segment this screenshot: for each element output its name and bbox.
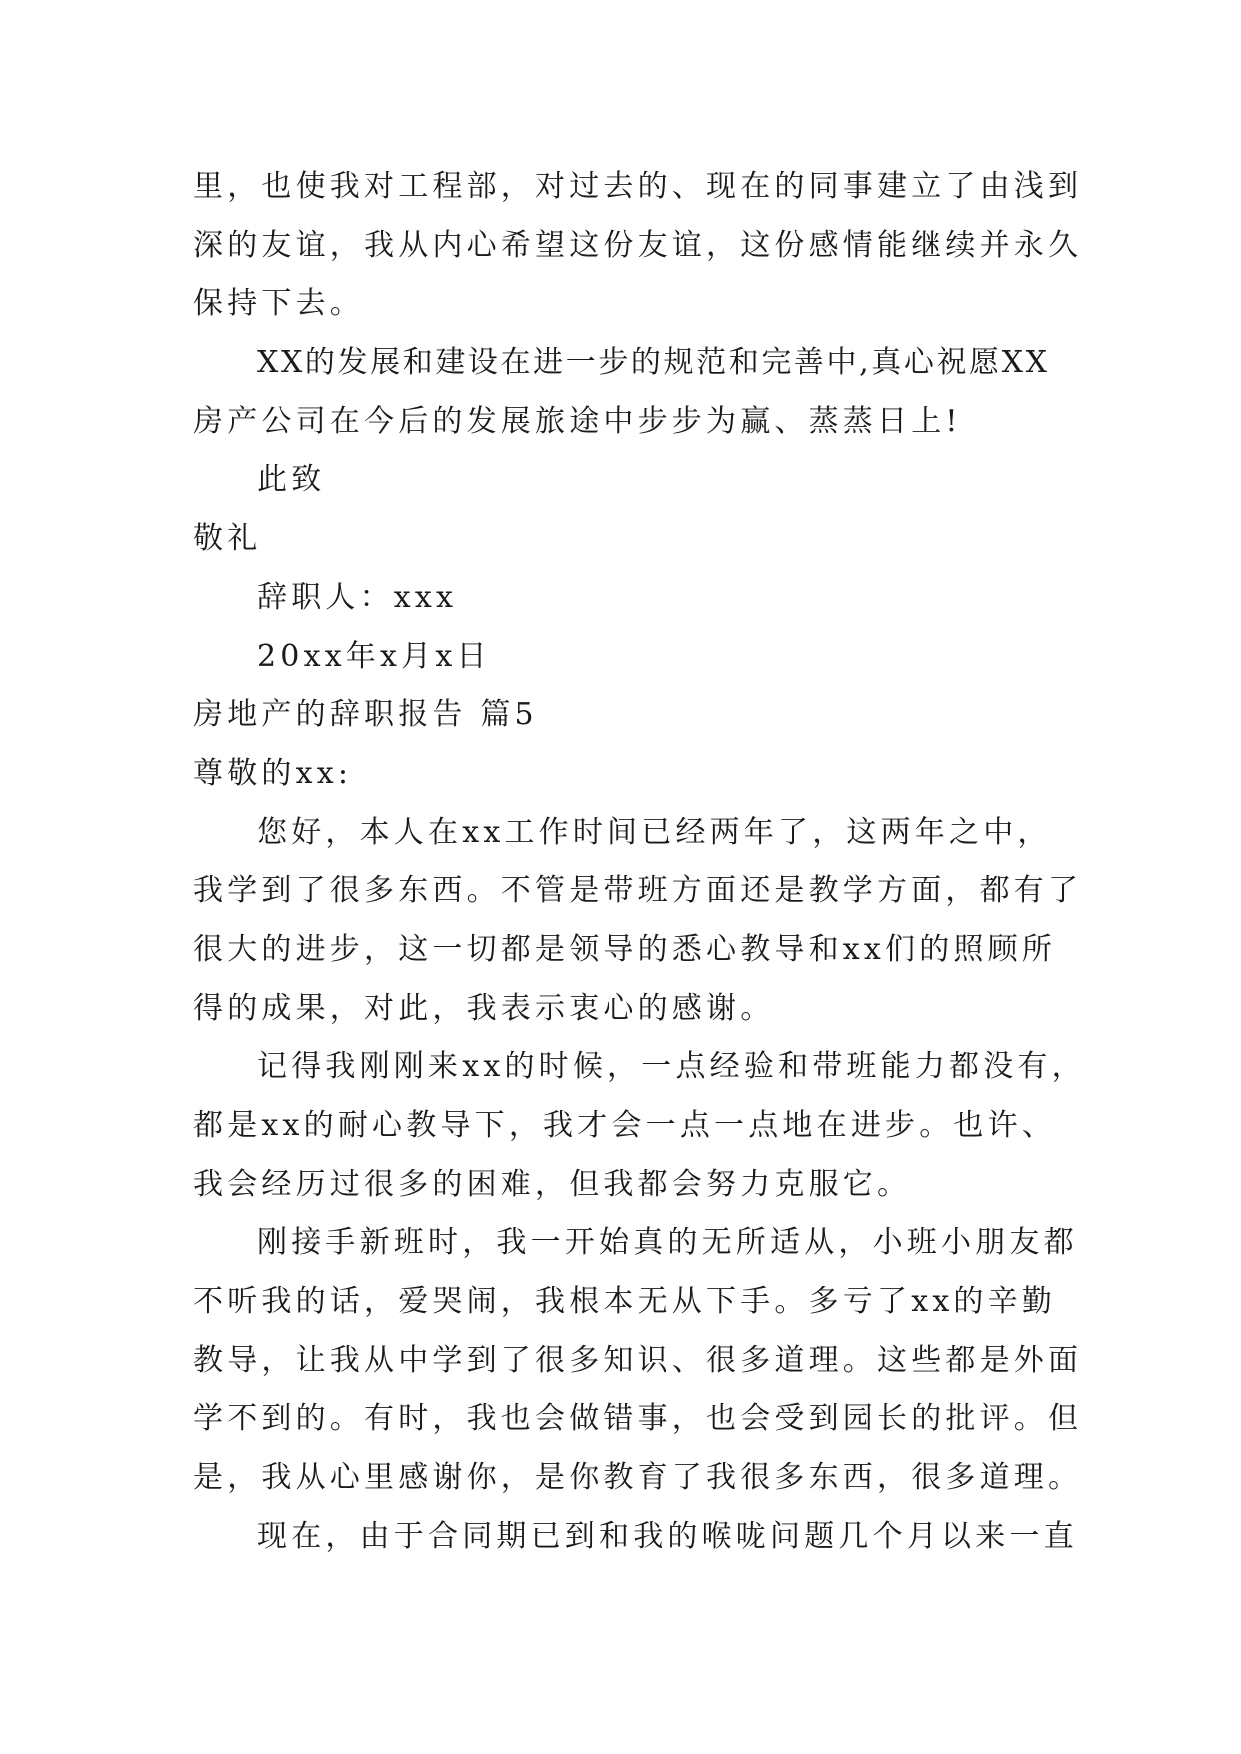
closing-regards: 敬礼 <box>193 521 262 557</box>
signature-name: 辞职人：xxx <box>257 579 458 615</box>
text-line: 房产公司在今后的发展旅途中步步为赢、蒸蒸日上! <box>193 403 962 439</box>
text-line: 都是xx的耐心教导下，我才会一点一点地在进步。也许、 <box>193 1108 1057 1143</box>
text-line: 深的友谊，我从内心希望这份友谊，这份感情能继续并永久 <box>193 227 1083 263</box>
text-line: 您好，本人在xx工作时间已经两年了，这两年之中， <box>257 814 1052 850</box>
text-line: 保持下去。 <box>193 286 364 322</box>
section-heading: 房地产的辞职报告 篇5 <box>193 697 538 733</box>
text-line: 教导，让我从中学到了很多知识、很多道理。这些都是外面 <box>193 1342 1083 1378</box>
text-line: 很大的进步，这一切都是领导的悉心教导和xx们的照顾所 <box>193 931 1057 967</box>
text-line: XX的发展和建设在进一步的规范和完善中,真心祝愿XX <box>257 345 1050 381</box>
closing-salutation: 此致 <box>257 462 326 498</box>
text-line: 里，也使我对工程部，对过去的、现在的同事建立了由浅到 <box>193 169 1083 204</box>
signature-date: 20xx年x月x日 <box>257 638 491 674</box>
text-line: 记得我刚刚来xx的时候，一点经验和带班能力都没有， <box>257 1049 1086 1085</box>
text-line: 现在，由于合同期已到和我的喉咙问题几个月以来一直 <box>257 1518 1078 1554</box>
text-line: 我学到了很多东西。不管是带班方面还是教学方面，都有了 <box>193 873 1083 909</box>
document-body <box>193 158 1086 1567</box>
letter-greeting: 尊敬的xx: <box>193 755 353 791</box>
text-line: 不听我的话，爱哭闹，我根本无从下手。多亏了xx的辛勤 <box>193 1284 1057 1320</box>
text-line: 是，我从心里感谢你，是你教育了我很多东西，很多道理。 <box>193 1460 1083 1496</box>
text-line: 我会经历过很多的困难，但我都会努力克服它。 <box>193 1166 912 1202</box>
text-line: 学不到的。有时，我也会做错事，也会受到园长的批评。但 <box>193 1401 1083 1437</box>
text-line: 得的成果，对此，我表示衷心的感谢。 <box>193 990 775 1026</box>
text-line: 刚接手新班时，我一开始真的无所适从，小班小朋友都 <box>257 1225 1078 1261</box>
